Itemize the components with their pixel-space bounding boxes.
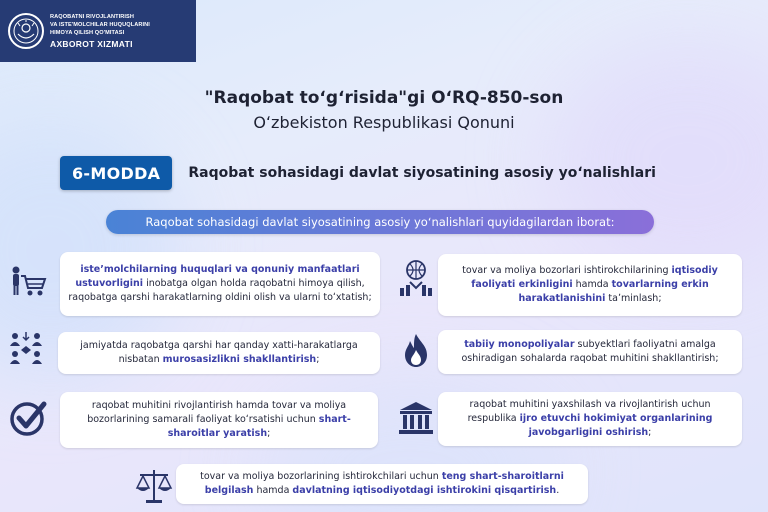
org-name-line: VA ISTE'MOLCHILAR HUQUQLARINI [50,21,150,28]
checkmark-icon [8,398,48,438]
flame-icon [396,330,436,370]
intro-banner: Raqobat sohasidagi davlat siyosatining asosiy yoʻnalishlari quyidagilardan iborat: [106,210,654,234]
people-handshake-icon [6,328,46,368]
org-name-line: HIMOYA QILISH QO'MITASI [50,29,125,36]
law-subtitle: Oʻzbekiston Respublikasi Qonuni [253,113,515,132]
policy-card-4: tabiiy monopoliyalar subyektlari faoliyatni amalga oshiradigan sohalarda raqobat muhitini shakllantirish; [438,330,742,374]
law-title: "Raqobat toʻgʻrisida"gi OʻRQ-850-son [204,88,564,108]
policy-card-2: tovar va moliya bozorlari ishtirokchilarining iqtisodiy faoliyati erkinligini hamda tovarlarning erkin harakatlanishini taʼminlash; [438,254,742,316]
policy-card-1: isteʼmolchilarning huquqlari va qonuniy manfaatlari ustuvorligini inobatga olgan holda raqobatni himoya qilish, raqobatga qarshi harakatlarning oldini olish va ularni toʻxtatish; [60,252,380,316]
shopping-cart-icon [8,262,48,302]
org-name-line: RAQOBATNI RIVOJLANTIRISH [50,13,135,20]
service-name: AXBOROT XIZMATI [50,38,133,49]
policy-card-3: jamiyatda raqobatga qarshi har qanday xatti-harakatlarga nisbatan murosasizlikni shakllantirish; [58,332,380,374]
org-header [0,0,196,62]
policy-card-5: raqobat muhitini rivojlantirish hamda tovar va moliya bozorlarining samarali faoliyat koʻrsatishi uchun shart-sharoitlar yaratish; [60,392,378,448]
policy-card-7: tovar va moliya bozorlarining ishtirokchilari uchun teng shart-sharoitlarni belgilash hamda davlatning iqtisodiyotdagi ishtirokini qisqartirish. [176,464,588,504]
scales-icon [134,466,174,506]
globe-trade-icon [396,258,436,298]
article-badge: 6-MODDA [60,156,172,190]
policy-card-6: raqobat muhitini yaxshilash va rivojlantirish uchun respublika ijro etuvchi hokimiyat organlarining javobgarligini oshirish; [438,392,742,446]
government-building-icon [396,398,436,438]
article-heading: Raqobat sohasidagi davlat siyosatining asosiy yoʻnalishlari [188,165,656,181]
article-header [60,156,720,190]
emblem-icon [8,13,44,49]
